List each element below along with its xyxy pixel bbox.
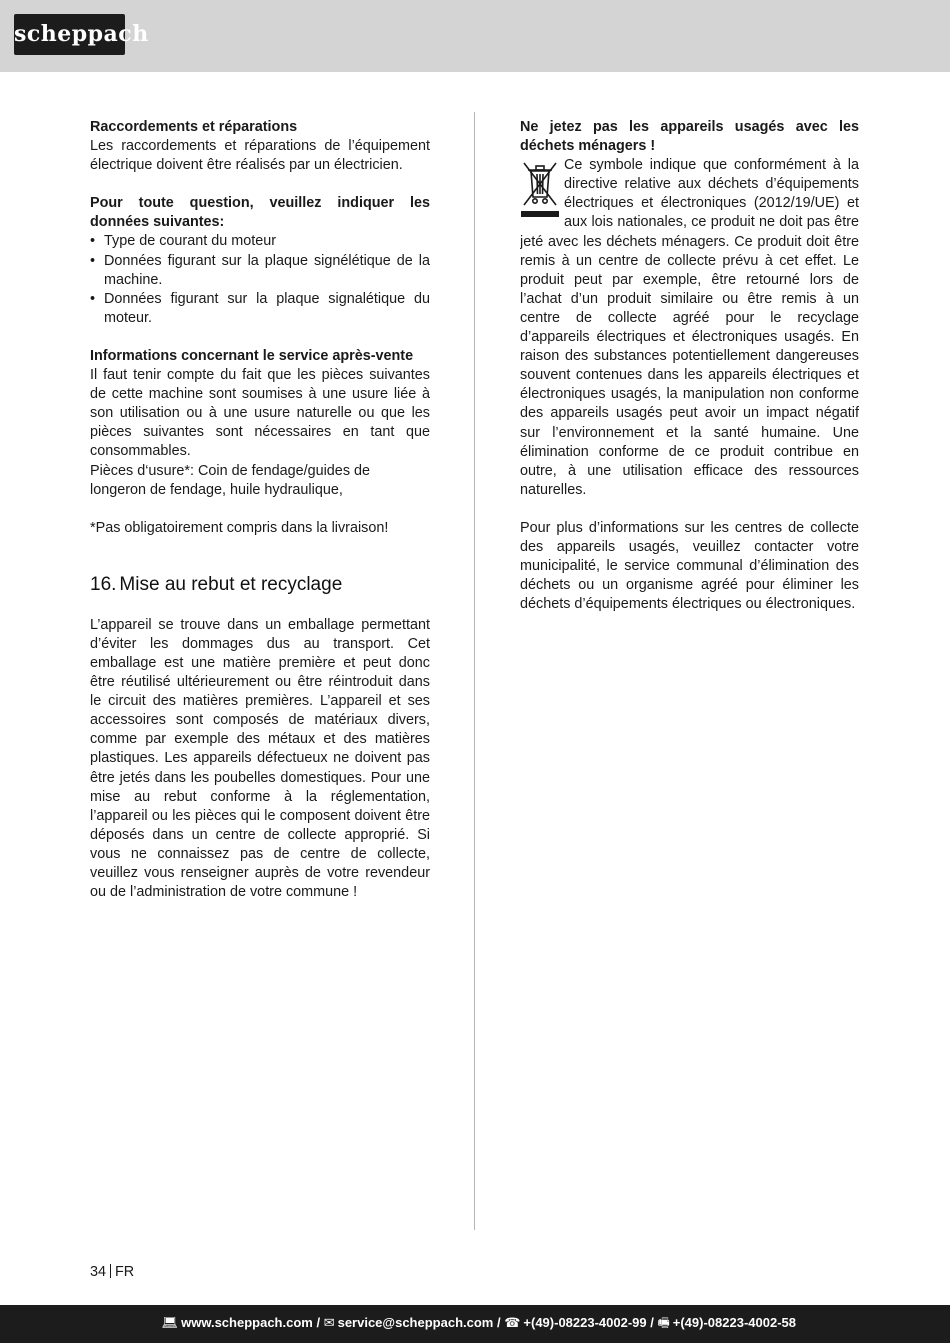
list-item: • Données figurant sur la plaque signalétique du moteur. — [90, 290, 430, 328]
delivery-note: *Pas obligatoirement compris dans la livraison! — [90, 519, 389, 536]
website-link[interactable]: www.scheppach.com — [181, 1315, 313, 1330]
service-text: Il faut tenir compte du fait que les pièces suivantes de cette machine sont soumises à une usure liée à son utilisation ou à une usure naturelle ou que les pièces suivantes sont nécessaires en tant que consommables. — [90, 367, 430, 460]
page-language: FR — [115, 1264, 135, 1280]
section-title-service: Informations concernant le service après-vente — [90, 347, 414, 364]
disposal-text: L’appareil se trouve dans un emballage permettant d’éviter les dommages dus au transport. Cet emballage est une matière première et peut donc être réutilisé ultérieurement ou être réintroduit dans le circuit des matières premières. L’appareil et ses accessoires sont composés de matériaux divers, comme par exemple des métaux et des matières plastiques. Les appareils défectueux ne doivent pas être jetés dans les poubelles domestiques. Pour une mise au rebut conforme à la réglementation, l’appareil ou les pièces qui le composent doivent être déposés dans un centre de collecte approprié. Si vous ne connaissez pas de centre de collecte, veuillez vous renseigner auprès de votre revendeur ou de l’administration de votre commune ! — [90, 616, 430, 901]
page-number: 34 — [90, 1264, 107, 1280]
section-number: 16. — [90, 573, 117, 595]
page-separator — [110, 1264, 111, 1278]
separator: / — [493, 1315, 505, 1330]
scheppach-logo: scheppach — [14, 14, 125, 55]
column-divider — [474, 112, 475, 1230]
contact-line — [162, 1305, 796, 1341]
section-title-questions: Pour toute question, veuillez indiquer les données suivantes: — [90, 195, 430, 231]
fax-icon: 🖷︎ — [657, 1315, 670, 1330]
contact-bar — [0, 1305, 950, 1343]
separator: / — [646, 1315, 658, 1330]
wear-parts-text: Pièces d‘usure*: Coin de fendage/guides de longeron de fendage, huile hydraulique, — [90, 462, 371, 498]
separator: / — [312, 1315, 324, 1330]
weee-block — [520, 156, 859, 500]
collection-info-text: Pour plus d’informations sur les centres de collecte des appareils usagés, veuillez contacter votre municipalité, le service communal d’élimination des déchets ou un organisme agréé pour éliminer les déchets d’équipements électriques ou électroniques. — [520, 519, 859, 613]
page-footer — [90, 1264, 134, 1280]
list-item: • Données figurant sur la plaque signélétique de la machine. — [90, 252, 430, 290]
email-link[interactable]: service@scheppach.com — [337, 1315, 494, 1330]
crossed-out-bin-icon — [520, 159, 560, 219]
weee-title: Ne jetez pas les appareils usagés avec les déchets ménagers ! — [520, 119, 859, 155]
left-column — [90, 118, 430, 902]
list-item: • Type de courant du moteur — [90, 232, 430, 251]
questions-list — [90, 232, 430, 327]
fax-number: +(49)-08223-4002-58 — [672, 1315, 796, 1330]
connections-text: Les raccordements et réparations de l’équipement électrique doivent être réalisés par un électricien. — [90, 138, 430, 174]
weee-text: Ce symbole indique que conformément à la directive relative aux déchets d’équipements électriques et électroniques (2012/19/UE) et aux lois nationales, ce produit ne doit pas être jeté avec les déchets ménagers. Ce produit doit être remis à un centre de collecte prévu à cet effet. Le produit peut par exemple, être retourné lors de l’achat d’un produit similaire ou être remis à un centre de collecte agréé pour le recyclage d’appareils électriques et électroniques usagés. En raison des substances potentiellement dangereuses souvent contenues dans les appareils électriques et électroniques usagés, la manipulation non conforme des appareils usagés peut avoir un impact négatif sur l’environnement et la santé humaine. Une élimination conforme de ce produit contribue en outre, à une utilisation efficace des ressources naturelles. — [520, 157, 859, 498]
phone-icon: ☎︎ — [504, 1315, 521, 1330]
phone-number: +(49)-08223-4002-99 — [523, 1315, 647, 1330]
email-icon: ✉︎ — [323, 1315, 335, 1330]
computer-icon: 💻︎ — [161, 1315, 179, 1330]
section-title-connections: Raccordements et réparations — [90, 119, 298, 135]
section-heading-disposal — [90, 573, 430, 597]
header-band — [0, 0, 950, 72]
right-column — [520, 118, 859, 614]
section-heading-text: Mise au rebut et recyclage — [119, 573, 343, 595]
